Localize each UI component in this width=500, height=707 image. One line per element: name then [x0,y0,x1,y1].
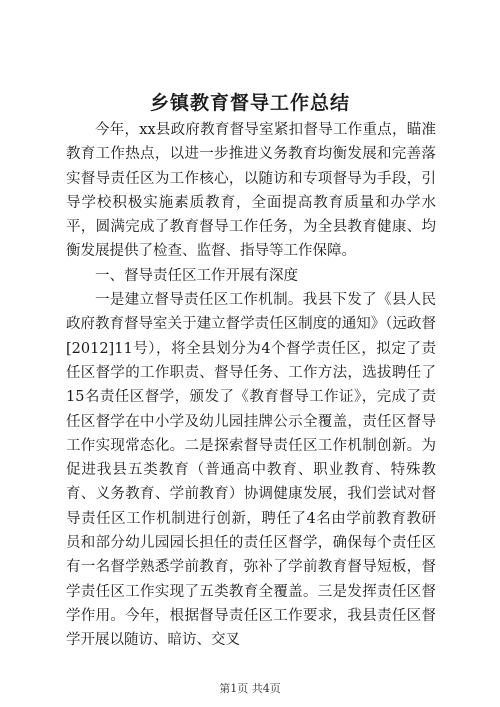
paragraph-section-1: 一是建立督导责任区工作机制。我县下发了《县人民政府教育督导室关于建立督学责任区制度的通知》（远政督[2012]11号），将全县划分为4个督学责任区，拟定了责任区督学的工作职责、督导任务、工作方法，选拔聘任了15名责任区督学，颁发了《教育督导工作证》，完成了责任区督学在中小学及幼儿园挂牌公示全覆盖，责任区督导工作实现常态化。二是探索督导责任区工作机制创新。为促进我县五类教育（普通高中教育、职业教育、特殊教育、义务教育、学前教育）协调健康发展，我们尝试对督导责任区工作机制进行创新，聘任了4名由学前教育教研员和部分幼儿园园长担任的责任区督学，确保每个责任区有一名督学熟悉学前教育，弥补了学前教育督导短板，督学责任区工作实现了五类教育全覆盖。三是发挥责任区督学作用。今年，根据督导责任区工作要求，我县责任区督学开展以随访、暗访、交叉 [66,292,436,649]
section-heading-1: 一、督导责任区工作开展有深度 [95,267,298,284]
paragraph-intro: 今年，xx县政府教育督导室紧扣督导工作重点，瞄准教育工作热点，以进一步推进义务教育均衡发展和完善落实督导责任区为工作核心，以随访和专项督导为手段，引导学校积极实施素质教育，全面提高教育质量和办学水平，圆满完成了教育督导工作任务，为全县教育健康、均衡发展提供了检查、监督、指导等工作保障。 [66,122,436,260]
document-title: 乡镇教育督导工作总结 [149,92,350,114]
document-body [66,118,436,653]
page-footer: 第1页 共4页 [219,682,281,695]
